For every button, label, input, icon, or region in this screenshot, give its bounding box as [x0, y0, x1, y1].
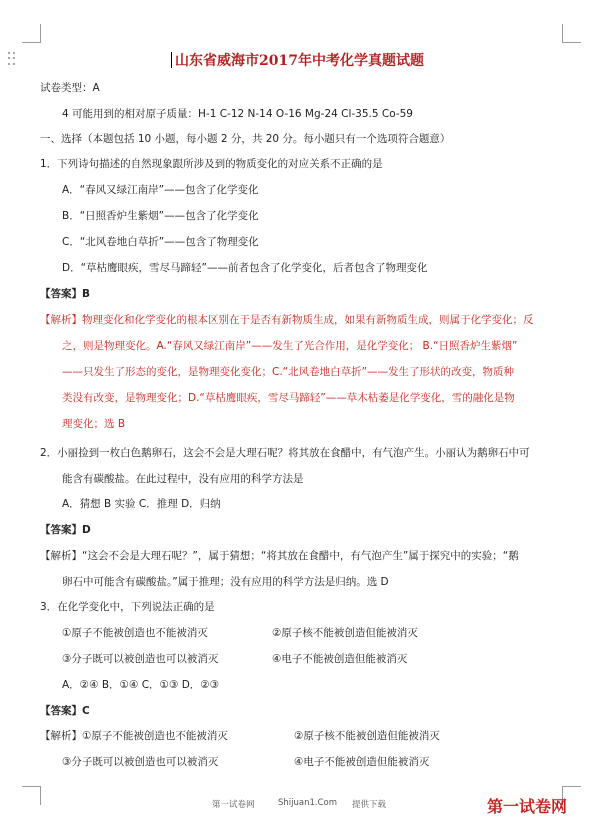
question-3: 3．在化学变化中，下列说法正确的是	[40, 601, 215, 613]
q2-answer: 【答案】D	[40, 524, 91, 536]
q3-statement-1: ①原子不能被创造也不能被消灭	[62, 627, 208, 639]
q1-analysis-line-1: 【解析】物理变化和化学变化的根本区别在于是否有新物质生成，如果有新物质生成，则属于化学变化；反	[40, 314, 534, 326]
footer-site-url[interactable]: Shijuan1.Com	[278, 798, 338, 808]
section-heading: 一、选择（本题包括 10 小题，每小题 2 分，共 20 分。每小题只有一个选项符合题意）	[40, 133, 451, 145]
crop-mark-bottom-left	[22, 786, 41, 805]
q1-option-b: B．“日照香炉生紫烟”——包含了化学变化	[62, 210, 259, 222]
q1-option-a: A．“春风又绿江南岸”——包含了化学变化	[62, 184, 259, 196]
question-1: 1．下列诗句描述的自然现象跟所涉及到的物质变化的对应关系不正确的是	[40, 158, 383, 170]
q1-analysis-line-4: 类没有改变，是物理变化；D.“草枯鹰眼疾，雪尽马蹄轻”——草木枯萎是化学变化，雪的融化是物	[62, 392, 515, 404]
q1-analysis-line-3: ——只发生了形态的变化，是物理变化变化；C.“北风卷地白草折”——发生了形状的改变，物质种	[62, 366, 515, 378]
question-2-line-2: 能含有碳酸盐。在此过程中，没有应用的科学方法是	[62, 473, 304, 485]
atomic-mass-line: 4 可能用到的相对原子质量：H-1 C-12 N-14 O-16 Mg-24 Cl-35.5 Co-59	[62, 108, 413, 120]
q2-analysis-line-1: 【解析】“这会不会是大理石呢？”，属于猜想；“将其放在食醋中，有气泡产生”属于探究中的实验；“鹅	[40, 550, 519, 562]
q3-analysis-statement-2: ②原子核不能被创造但能被消灭	[294, 730, 440, 742]
crop-mark-top-right	[562, 24, 581, 43]
q1-answer: 【答案】B	[40, 288, 91, 300]
q3-analysis-statement-3: ③分子既可以被创造也可以被消灭	[62, 756, 219, 768]
q3-analysis-statement-1: 【解析】①原子不能被创造也不能被消灭	[40, 730, 228, 742]
q1-option-d: D．“草枯鹰眼疾，雪尽马蹄轻”——前者包含了化学变化，后者包含了物理变化	[62, 262, 428, 274]
q1-option-c: C．“北风卷地白草折”——包含了物理变化	[62, 236, 259, 248]
q3-statement-4: ④电子不能被创造但能被消灭	[272, 653, 408, 665]
watermark-logo: 第一试卷网	[487, 797, 568, 816]
question-2-line-1: 2．小丽捡到一枚白色鹅卵石，这会不会是大理石呢？将其放在食醋中，有气泡产生。小丽认为鹅卵石中可	[40, 447, 530, 459]
paper-type: 试卷类型：A	[40, 82, 100, 94]
q1-analysis-line-2: 之，则是物理变化。A.“春风又绿江南岸”——发生了光合作用，是化学变化； B.“日照香炉生紫烟”	[62, 340, 518, 352]
q3-options: A．②④ B．①④ C．①③ D．②③	[62, 679, 220, 691]
q3-statement-3: ③分子既可以被创造也可以被消灭	[62, 653, 219, 665]
crop-mark-top-left	[22, 24, 41, 43]
q3-statement-2: ②原子核不能被创造但能被消灭	[272, 627, 418, 639]
q3-analysis-statement-4: ④电子不能被创造但能被消灭	[294, 756, 430, 768]
footer-download-text: 提供下载	[352, 800, 387, 810]
q3-answer: 【答案】C	[40, 705, 90, 717]
footer-site-name: 第一试卷网	[212, 800, 255, 810]
q2-analysis-line-2: 卵石中可能含有碳酸盐。”属于推理；没有应用的科学方法是归纳。选 D	[62, 576, 389, 588]
q1-analysis-line-5: 理变化；选 B	[62, 418, 126, 430]
document-title: 山东省威海市2017年中考化学真题试题	[175, 53, 424, 69]
q2-options: A．猜想 B 实验 C．推理 D．归纳	[62, 498, 221, 510]
